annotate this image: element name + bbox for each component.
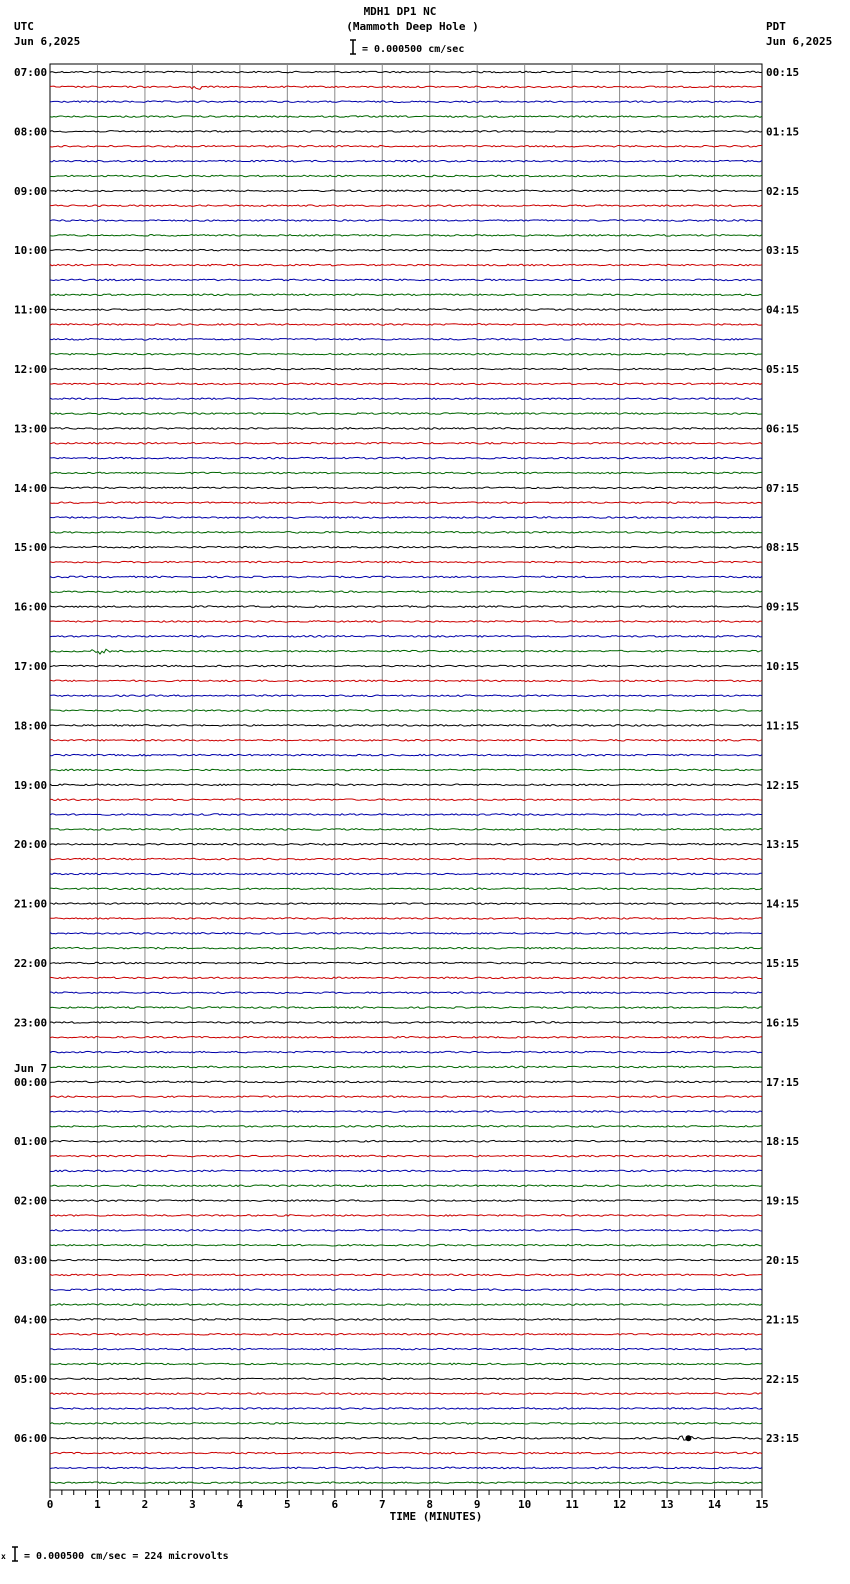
left-hour-label: 15:00: [14, 541, 48, 555]
left-hour-label: 13:00: [14, 422, 48, 436]
trace-line: [50, 532, 762, 534]
trace-line: [50, 1393, 762, 1395]
trace-line: [50, 1215, 762, 1217]
trace-line: [50, 1333, 762, 1335]
trace-line: [50, 457, 762, 459]
trace-line: [50, 591, 762, 593]
footer-scale-note: = 0.000500 cm/sec = 224 microvolts: [24, 1551, 229, 1562]
trace-line: [50, 1348, 762, 1350]
trace-line: [50, 710, 762, 712]
trace-line: [50, 1126, 762, 1128]
trace-line: [50, 947, 762, 949]
right-date: Jun 6,2025: [766, 35, 833, 48]
right-hour-label: 13:15: [766, 838, 800, 852]
trace-line: [50, 546, 762, 548]
left-hour-label: 03:00: [14, 1254, 48, 1267]
trace-line: [50, 101, 762, 103]
trace-line: [50, 145, 762, 147]
trace-line: [50, 829, 762, 831]
trace-line: [50, 1259, 762, 1261]
trace-line: [50, 1022, 762, 1024]
trace-line: [50, 294, 762, 296]
left-hour-label: 09:00: [14, 184, 48, 198]
trace-line: [50, 561, 762, 563]
trace-line: [50, 799, 762, 801]
trace-line: [50, 636, 762, 638]
trace-line: [50, 220, 762, 222]
right-hour-label: 22:15: [766, 1372, 800, 1386]
trace-line: [50, 843, 762, 845]
trace-line: [50, 1051, 762, 1053]
x-tick-label: 1: [94, 1498, 101, 1511]
trace-line: [50, 472, 762, 474]
trace-line: [50, 413, 762, 415]
trace-line: [50, 249, 762, 251]
scale-label: = 0.000500 cm/sec: [362, 44, 465, 55]
trace-line: [50, 754, 762, 756]
left-hour-label: 17:00: [14, 660, 48, 673]
left-hour-label: 12:00: [14, 363, 48, 376]
left-hour-label: 20:00: [14, 838, 48, 852]
trace-line: [50, 1244, 762, 1246]
left-hour-label: 06:00: [14, 1432, 48, 1446]
trace-line: [50, 1319, 762, 1321]
right-hour-label: 15:15: [766, 957, 800, 970]
trace-line: [50, 992, 762, 994]
x-tick-label: 12: [612, 1498, 627, 1511]
left-hour-label: 23:00: [14, 1016, 48, 1030]
left-date: Jun 6,2025: [14, 35, 81, 48]
trace-line: [50, 784, 762, 786]
trace-line: [50, 1482, 762, 1484]
right-hour-label: 17:15: [766, 1075, 800, 1089]
x-tick-label: 3: [189, 1498, 196, 1511]
right-hour-label: 07:15: [766, 481, 800, 495]
trace-line: [50, 814, 762, 816]
trace-line: [50, 918, 762, 920]
trace-line: [50, 175, 762, 177]
trace-line: [50, 235, 762, 237]
left-hour-label: 08:00: [14, 125, 48, 139]
trace-line: [50, 888, 762, 890]
left-hour-label: 19:00: [14, 778, 48, 792]
right-hour-label: 00:15: [766, 66, 800, 79]
left-hour-label: 14:00: [14, 481, 48, 495]
trace-line: [50, 1423, 762, 1425]
right-hour-label: 02:15: [766, 184, 800, 198]
right-hour-label: 09:15: [766, 600, 800, 614]
trace-line: [50, 279, 762, 281]
right-hour-label: 10:15: [766, 660, 800, 673]
trace-line: [50, 398, 762, 400]
trace-line: [50, 933, 762, 935]
left-hour-label: 22:00: [14, 957, 48, 970]
trace-line: [50, 621, 762, 623]
x-tick-label: 6: [331, 1498, 339, 1511]
trace-line: [50, 1230, 762, 1232]
right-hour-label: 20:15: [766, 1254, 800, 1267]
trace-line: [50, 1289, 762, 1291]
trace-line: [50, 1452, 762, 1454]
right-hour-label: 05:15: [766, 363, 800, 376]
trace-line: [50, 873, 762, 875]
right-hour-label: 19:15: [766, 1194, 800, 1208]
station-title: MDH1 DP1 NC: [363, 5, 437, 18]
right-hour-label: 11:15: [766, 719, 800, 733]
trace-line: [50, 962, 762, 964]
x-tick-label: 5: [284, 1498, 291, 1511]
right-hour-label: 04:15: [766, 303, 800, 317]
event-burst: [685, 1435, 691, 1441]
right-hour-label: 14:15: [766, 897, 800, 911]
trace-line: [50, 324, 762, 326]
right-hour-label: 06:15: [766, 422, 800, 436]
trace-line: [50, 502, 762, 504]
trace-line: [50, 1066, 762, 1068]
trace-line: [50, 739, 762, 741]
footer-scale-bar-icon: [10, 1545, 20, 1563]
date-change-label: Jun 7: [14, 1061, 48, 1075]
trace-line: [50, 1467, 762, 1469]
trace-line: [50, 977, 762, 979]
trace-line: [50, 1007, 762, 1009]
trace-line: [50, 160, 762, 162]
trace-line: [50, 86, 762, 89]
trace-line: [50, 1036, 762, 1038]
trace-line: [50, 1378, 762, 1380]
trace-line: [50, 339, 762, 341]
right-hour-label: 12:15: [766, 778, 800, 792]
left-hour-label: 02:00: [14, 1194, 48, 1208]
left-hour-label: 05:00: [14, 1372, 48, 1386]
trace-line: [50, 695, 762, 697]
right-timezone: PDT: [766, 20, 786, 33]
trace-line: [50, 1111, 762, 1113]
location-title: (Mammoth Deep Hole ): [346, 20, 479, 33]
right-hour-label: 16:15: [766, 1016, 800, 1030]
right-hour-label: 01:15: [766, 125, 800, 139]
x-tick-label: 4: [236, 1498, 244, 1511]
x-tick-label: 8: [426, 1498, 434, 1511]
trace-line: [50, 1081, 762, 1083]
right-hour-label: 21:15: [766, 1313, 800, 1327]
left-timezone: UTC: [14, 20, 34, 33]
left-hour-label: 00:00: [14, 1075, 48, 1089]
right-hour-label: 23:15: [766, 1432, 800, 1446]
trace-line: [50, 858, 762, 860]
x-tick-label: 0: [46, 1498, 54, 1511]
trace-line: [50, 517, 762, 519]
right-hour-label: 18:15: [766, 1135, 800, 1149]
trace-line: [50, 649, 762, 654]
trace-line: [50, 264, 762, 266]
trace-line: [50, 680, 762, 682]
trace-line: [50, 116, 762, 118]
left-hour-label: 07:00: [14, 66, 48, 79]
trace-line: [50, 309, 762, 311]
trace-line: [50, 903, 762, 905]
trace-line: [50, 1140, 762, 1142]
trace-line: [50, 769, 762, 771]
x-tick-label: 13: [660, 1498, 674, 1511]
plot-frame: [50, 64, 762, 1490]
trace-line: [50, 131, 762, 133]
trace-line: [50, 1274, 762, 1276]
right-hour-label: 03:15: [766, 244, 800, 258]
trace-line: [50, 1185, 762, 1187]
trace-line: [50, 190, 762, 192]
trace-line: [50, 665, 762, 667]
left-hour-label: 04:00: [14, 1313, 48, 1327]
left-hour-label: 01:00: [14, 1135, 48, 1149]
trace-line: [50, 353, 762, 355]
x-tick-label: 14: [707, 1498, 722, 1511]
x-tick-label: 7: [378, 1498, 386, 1511]
left-hour-label: 21:00: [14, 897, 48, 911]
left-hour-label: 11:00: [14, 303, 48, 317]
footer-marker: x: [1, 1552, 6, 1561]
trace-line: [50, 606, 762, 608]
x-tick-label: 10: [518, 1498, 532, 1511]
trace-line: [50, 442, 762, 444]
trace-line: [50, 71, 762, 73]
trace-line: [50, 1200, 762, 1202]
trace-line: [50, 576, 762, 578]
left-hour-label: 16:00: [14, 600, 48, 614]
x-tick-label: 2: [141, 1498, 149, 1511]
trace-line: [50, 1436, 762, 1440]
trace-line: [50, 205, 762, 207]
trace-line: [50, 1170, 762, 1172]
x-tick-label: 9: [473, 1498, 481, 1511]
trace-line: [50, 1096, 762, 1098]
x-axis-label: TIME (MINUTES): [389, 1510, 483, 1523]
trace-line: [50, 1155, 762, 1157]
x-tick-label: 15: [755, 1498, 769, 1511]
trace-line: [50, 725, 762, 727]
trace-line: [50, 368, 762, 370]
trace-line: [50, 428, 762, 430]
trace-line: [50, 1363, 762, 1365]
trace-line: [50, 487, 762, 489]
left-hour-label: 10:00: [14, 244, 48, 258]
right-hour-label: 08:15: [766, 541, 800, 555]
trace-line: [50, 1304, 762, 1306]
trace-line: [50, 383, 762, 385]
trace-line: [50, 1408, 762, 1410]
x-tick-label: 11: [565, 1498, 579, 1511]
left-hour-label: 18:00: [14, 719, 48, 733]
